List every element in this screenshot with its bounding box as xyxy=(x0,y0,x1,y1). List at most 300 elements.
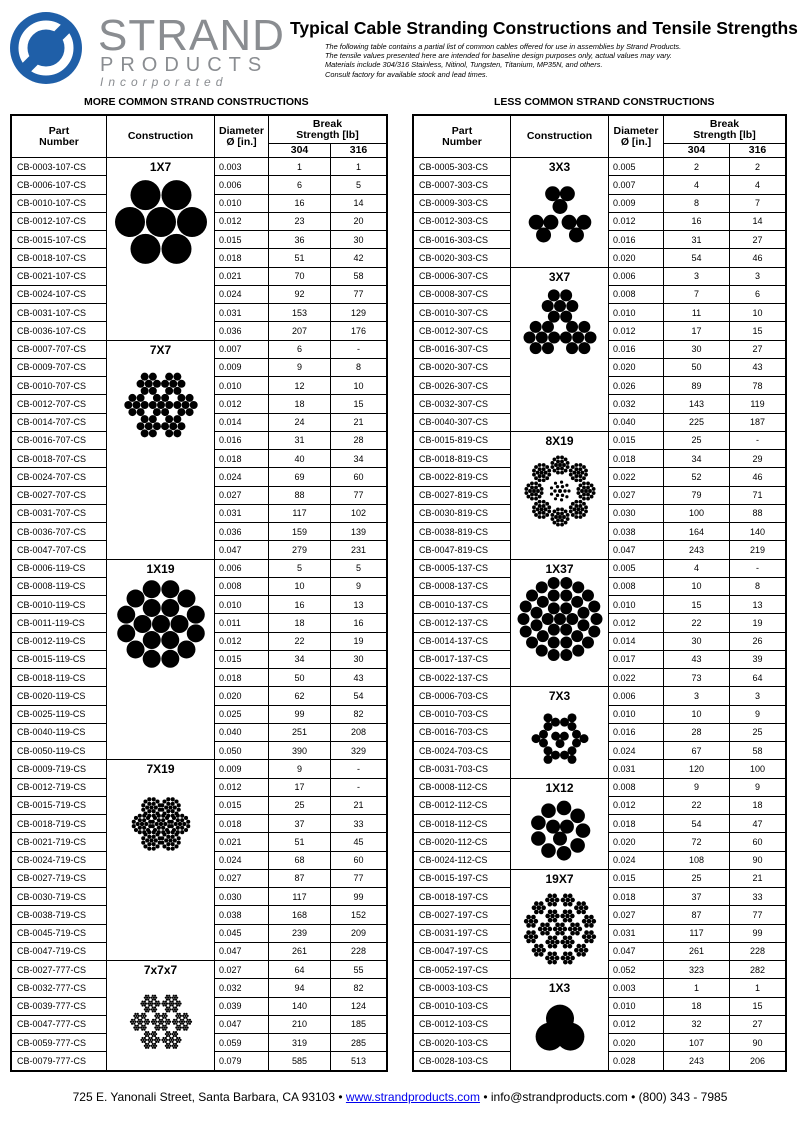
strength-304-value: 1 xyxy=(664,979,730,997)
strength-304-value: 153 xyxy=(269,304,331,322)
part-number: CB-0031-107-CS xyxy=(12,304,107,322)
table-row xyxy=(414,559,786,577)
diameter-value: 0.079 xyxy=(215,1052,269,1070)
strength-304-value: 9 xyxy=(269,760,331,778)
strength-304-value: 11 xyxy=(664,304,730,322)
part-number: CB-0047-719-CS xyxy=(12,942,107,960)
diameter-value: 0.012 xyxy=(609,322,664,340)
diameter-value: 0.011 xyxy=(215,614,269,632)
part-number: CB-0030-719-CS xyxy=(12,888,107,906)
strength-316-value: - xyxy=(331,340,387,358)
strength-304-value: 8 xyxy=(664,194,730,212)
strength-304-value: 16 xyxy=(664,212,730,230)
part-number: CB-0022-819-CS xyxy=(414,468,511,486)
strength-316-value: 19 xyxy=(331,632,387,650)
diameter-value: 0.005 xyxy=(609,559,664,577)
strength-304-value: 70 xyxy=(269,267,331,285)
diameter-value: 0.021 xyxy=(215,267,269,285)
part-number: CB-0005-303-CS xyxy=(414,158,511,176)
strength-316-value: 1 xyxy=(730,979,786,997)
table-row xyxy=(414,687,786,705)
diameter-value: 0.012 xyxy=(609,614,664,632)
part-number: CB-0010-707-CS xyxy=(12,377,107,395)
part-number: CB-0025-119-CS xyxy=(12,705,107,723)
part-number: CB-0021-719-CS xyxy=(12,833,107,851)
break-strength-header: Break Strength [lb] xyxy=(269,116,387,144)
diameter-value: 0.018 xyxy=(215,249,269,267)
strength-316-value: 25 xyxy=(730,723,786,741)
strength-316-value: 60 xyxy=(331,851,387,869)
grade-304-header: 304 xyxy=(269,144,331,158)
strength-316-value: 99 xyxy=(331,888,387,906)
diameter-value: 0.015 xyxy=(609,431,664,449)
diameter-value: 0.008 xyxy=(609,577,664,595)
diameter-value: 0.014 xyxy=(609,632,664,650)
diameter-value: 0.040 xyxy=(215,723,269,741)
part-number: CB-0010-703-CS xyxy=(414,705,511,723)
strength-304-value: 30 xyxy=(664,632,730,650)
strength-316-value: 8 xyxy=(730,577,786,595)
construction-label: 7X19 xyxy=(146,762,175,777)
part-number: CB-0017-137-CS xyxy=(414,650,511,668)
strength-304-value: 261 xyxy=(664,942,730,960)
strength-316-value: 9 xyxy=(331,577,387,595)
part-number: CB-0018-819-CS xyxy=(414,450,511,468)
strength-304-value: 10 xyxy=(664,705,730,723)
construction-cell xyxy=(107,340,215,559)
part-number: CB-0012-107-CS xyxy=(12,212,107,230)
strength-304-value: 12 xyxy=(269,377,331,395)
less-common-table xyxy=(412,114,787,1072)
diameter-value: 0.047 xyxy=(609,541,664,559)
strength-304-value: 92 xyxy=(269,285,331,303)
strength-304-value: 16 xyxy=(269,596,331,614)
construction-cell xyxy=(511,158,609,268)
strength-304-value: 37 xyxy=(269,815,331,833)
part-number: CB-0018-112-CS xyxy=(414,815,511,833)
diameter-value: 0.052 xyxy=(609,961,664,979)
diameter-value: 0.020 xyxy=(609,249,664,267)
diameter-value: 0.047 xyxy=(215,541,269,559)
strength-316-value: 99 xyxy=(730,924,786,942)
table-row xyxy=(12,158,387,176)
grade-304-header: 304 xyxy=(664,144,730,158)
strength-316-value: 513 xyxy=(331,1052,387,1070)
part-number: CB-0016-703-CS xyxy=(414,723,511,741)
footer-contact: • info@strandproducts.com • (800) 343 - 7985 xyxy=(483,1090,728,1104)
part-number: CB-0010-119-CS xyxy=(12,596,107,614)
part-number: CB-0024-719-CS xyxy=(12,851,107,869)
part-number: CB-0032-777-CS xyxy=(12,979,107,997)
construction-cell xyxy=(511,559,609,687)
intro-text: The following table contains a partial list of common cables offered for use in assemblies by Strand Products. The tensile values presented here are intended for baseline design purposes only, actual values may vary. Materials include 304/316 Stainless, Nitinol, Tungsten, Titanium, MP35N, and others. Consult factory for available stock and lead times. xyxy=(325,42,682,79)
strength-304-value: 50 xyxy=(269,669,331,687)
page-header xyxy=(0,0,800,92)
strength-304-value: 79 xyxy=(664,486,730,504)
diameter-value: 0.031 xyxy=(215,504,269,522)
strength-316-value: 228 xyxy=(331,942,387,960)
strength-316-value: 90 xyxy=(730,851,786,869)
strength-304-value: 120 xyxy=(664,760,730,778)
strength-304-value: 3 xyxy=(664,687,730,705)
strength-304-value: 62 xyxy=(269,687,331,705)
strength-304-value: 3 xyxy=(664,267,730,285)
website-link[interactable]: www.strandproducts.com xyxy=(345,1090,480,1104)
strength-304-value: 2 xyxy=(664,158,730,176)
strength-304-value: 89 xyxy=(664,377,730,395)
strength-316-value: 285 xyxy=(331,1034,387,1052)
part-number: CB-0031-703-CS xyxy=(414,760,511,778)
part-number: CB-0006-703-CS xyxy=(414,687,511,705)
diameter-value: 0.012 xyxy=(215,212,269,230)
diameter-value: 0.045 xyxy=(215,924,269,942)
part-number: CB-0052-197-CS xyxy=(414,961,511,979)
diameter-value: 0.027 xyxy=(609,906,664,924)
strength-304-value: 279 xyxy=(269,541,331,559)
diameter-value: 0.025 xyxy=(215,705,269,723)
table-row xyxy=(414,869,786,887)
strength-304-value: 32 xyxy=(664,1015,730,1033)
strength-316-value: 15 xyxy=(331,395,387,413)
strength-304-value: 5 xyxy=(269,559,331,577)
diameter-value: 0.009 xyxy=(215,358,269,376)
strength-316-value: 140 xyxy=(730,523,786,541)
diameter-value: 0.040 xyxy=(609,413,664,431)
diameter-value: 0.020 xyxy=(215,687,269,705)
part-number: CB-0031-197-CS xyxy=(414,924,511,942)
part-number: CB-0011-119-CS xyxy=(12,614,107,632)
strength-316-value: 77 xyxy=(331,486,387,504)
strength-304-value: 261 xyxy=(269,942,331,960)
strand-8x19-icon xyxy=(513,450,607,532)
part-number: CB-0007-303-CS xyxy=(414,176,511,194)
strength-304-value: 24 xyxy=(269,413,331,431)
strength-304-value: 4 xyxy=(664,559,730,577)
part-number: CB-0026-307-CS xyxy=(414,377,511,395)
part-number: CB-0027-707-CS xyxy=(12,486,107,504)
strength-304-value: 10 xyxy=(664,577,730,595)
diameter-header: Diameter Ø [in.] xyxy=(215,116,269,158)
strength-316-value: 64 xyxy=(730,669,786,687)
strength-304-value: 94 xyxy=(269,979,331,997)
svg-text:Incorporated: Incorporated xyxy=(100,75,228,89)
construction-label: 7x7x7 xyxy=(143,963,178,977)
strand-1x19-icon xyxy=(109,578,213,670)
strength-304-value: 243 xyxy=(664,1052,730,1070)
strength-304-value: 31 xyxy=(269,431,331,449)
strength-316-value: 102 xyxy=(331,504,387,522)
part-number: CB-0020-307-CS xyxy=(414,358,511,376)
strength-316-value: 55 xyxy=(331,961,387,979)
diameter-value: 0.018 xyxy=(609,815,664,833)
strength-304-value: 88 xyxy=(269,486,331,504)
strength-316-value: 5 xyxy=(331,559,387,577)
strength-316-value: 3 xyxy=(730,687,786,705)
strength-304-value: 23 xyxy=(269,212,331,230)
diameter-value: 0.006 xyxy=(215,559,269,577)
strength-316-value: 208 xyxy=(331,723,387,741)
strength-304-value: 239 xyxy=(269,924,331,942)
strength-316-value: 100 xyxy=(730,760,786,778)
strength-304-value: 9 xyxy=(664,778,730,796)
construction-label: 8X19 xyxy=(545,433,574,448)
construction-cell xyxy=(107,760,215,961)
diameter-value: 0.007 xyxy=(609,176,664,194)
diameter-value: 0.038 xyxy=(609,523,664,541)
footer-address: 725 E. Yanonali Street, Santa Barbara, CA 93103 • xyxy=(72,1090,343,1104)
strength-304-value: 1 xyxy=(269,158,331,176)
part-number-header: Part Number xyxy=(414,116,511,158)
strength-304-value: 18 xyxy=(269,614,331,632)
diameter-value: 0.047 xyxy=(215,1015,269,1033)
strand-1x37-icon xyxy=(513,578,607,660)
strength-316-value: 15 xyxy=(730,322,786,340)
strand-7x3-icon xyxy=(513,705,607,772)
part-number: CB-0010-107-CS xyxy=(12,194,107,212)
construction-label: 1X3 xyxy=(548,981,571,996)
diameter-value: 0.017 xyxy=(609,650,664,668)
strength-304-value: 22 xyxy=(664,614,730,632)
strength-316-value: 82 xyxy=(331,705,387,723)
strand-1x3-icon xyxy=(513,997,607,1064)
strength-304-value: 210 xyxy=(269,1015,331,1033)
part-number: CB-0031-707-CS xyxy=(12,504,107,522)
diameter-value: 0.014 xyxy=(215,413,269,431)
part-number: CB-0012-303-CS xyxy=(414,212,511,230)
strength-304-value: 100 xyxy=(664,504,730,522)
diameter-value: 0.027 xyxy=(609,486,664,504)
strength-316-value: 18 xyxy=(730,796,786,814)
diameter-value: 0.031 xyxy=(609,760,664,778)
diameter-value: 0.027 xyxy=(215,869,269,887)
strength-304-value: 22 xyxy=(664,796,730,814)
strength-304-value: 54 xyxy=(664,249,730,267)
part-number: CB-0047-197-CS xyxy=(414,942,511,960)
strength-304-value: 323 xyxy=(664,961,730,979)
strength-316-value: 58 xyxy=(331,267,387,285)
part-number: CB-0012-119-CS xyxy=(12,632,107,650)
part-number: CB-0006-119-CS xyxy=(12,559,107,577)
strength-316-value: 77 xyxy=(331,869,387,887)
part-number: CB-0020-103-CS xyxy=(414,1034,511,1052)
diameter-value: 0.012 xyxy=(215,778,269,796)
part-number: CB-0018-197-CS xyxy=(414,888,511,906)
table-row xyxy=(414,267,786,285)
diameter-value: 0.012 xyxy=(609,796,664,814)
construction-cell xyxy=(511,778,609,869)
part-number: CB-0022-137-CS xyxy=(414,669,511,687)
part-number: CB-0018-119-CS xyxy=(12,669,107,687)
diameter-value: 0.031 xyxy=(215,304,269,322)
part-number: CB-0010-103-CS xyxy=(414,997,511,1015)
diameter-value: 0.026 xyxy=(609,377,664,395)
strength-316-value: 27 xyxy=(730,231,786,249)
strength-316-value: 30 xyxy=(331,231,387,249)
strength-304-value: 15 xyxy=(664,596,730,614)
diameter-value: 0.008 xyxy=(215,577,269,595)
diameter-value: 0.024 xyxy=(215,285,269,303)
strength-316-value: 13 xyxy=(730,596,786,614)
part-number: CB-0018-707-CS xyxy=(12,450,107,468)
strength-316-value: 119 xyxy=(730,395,786,413)
strand-7x7x7-icon xyxy=(109,979,213,1065)
table-row xyxy=(414,158,786,176)
svg-text:STRAND: STRAND xyxy=(98,11,285,60)
strength-316-value: 6 xyxy=(730,285,786,303)
part-number: CB-0008-112-CS xyxy=(414,778,511,796)
strength-304-value: 25 xyxy=(664,431,730,449)
strength-316-value: 21 xyxy=(730,869,786,887)
diameter-value: 0.010 xyxy=(609,997,664,1015)
part-number: CB-0018-719-CS xyxy=(12,815,107,833)
strength-316-value: 77 xyxy=(730,906,786,924)
part-number: CB-0024-707-CS xyxy=(12,468,107,486)
part-number: CB-0032-307-CS xyxy=(414,395,511,413)
part-number: CB-0038-719-CS xyxy=(12,906,107,924)
strength-304-value: 87 xyxy=(664,906,730,924)
strength-304-value: 243 xyxy=(664,541,730,559)
diameter-value: 0.027 xyxy=(215,961,269,979)
diameter-value: 0.010 xyxy=(215,596,269,614)
diameter-value: 0.008 xyxy=(609,778,664,796)
part-number: CB-0010-137-CS xyxy=(414,596,511,614)
diameter-value: 0.007 xyxy=(215,340,269,358)
strength-304-value: 4 xyxy=(664,176,730,194)
strength-316-value: 8 xyxy=(331,358,387,376)
construction-label: 7X7 xyxy=(149,342,172,357)
strength-304-value: 37 xyxy=(664,888,730,906)
part-number: CB-0016-707-CS xyxy=(12,431,107,449)
diameter-value: 0.006 xyxy=(609,267,664,285)
strength-316-value: 20 xyxy=(331,212,387,230)
strength-304-value: 34 xyxy=(269,650,331,668)
diameter-value: 0.059 xyxy=(215,1034,269,1052)
diameter-value: 0.020 xyxy=(609,833,664,851)
strength-316-value: 39 xyxy=(730,650,786,668)
part-number: CB-0003-103-CS xyxy=(414,979,511,997)
strength-316-value: 152 xyxy=(331,906,387,924)
diameter-value: 0.018 xyxy=(215,450,269,468)
part-number: CB-0009-707-CS xyxy=(12,358,107,376)
part-number: CB-0079-777-CS xyxy=(12,1052,107,1070)
strength-316-value: 14 xyxy=(730,212,786,230)
strength-316-value: 27 xyxy=(730,340,786,358)
diameter-value: 0.038 xyxy=(215,906,269,924)
part-number: CB-0012-112-CS xyxy=(414,796,511,814)
part-number: CB-0047-777-CS xyxy=(12,1015,107,1033)
strength-316-value: 60 xyxy=(730,833,786,851)
diameter-value: 0.006 xyxy=(609,687,664,705)
strength-304-value: 52 xyxy=(664,468,730,486)
strength-316-value: 21 xyxy=(331,413,387,431)
strength-304-value: 25 xyxy=(269,796,331,814)
part-number: CB-0047-819-CS xyxy=(414,541,511,559)
right-section-title: LESS COMMON STRAND CONSTRUCTIONS xyxy=(494,96,715,108)
table-row xyxy=(12,961,387,979)
strength-304-value: 10 xyxy=(269,577,331,595)
strength-316-value: 14 xyxy=(331,194,387,212)
strength-316-value: 43 xyxy=(730,358,786,376)
diameter-value: 0.006 xyxy=(215,176,269,194)
part-number: CB-0039-777-CS xyxy=(12,997,107,1015)
strength-316-value: 46 xyxy=(730,468,786,486)
part-number: CB-0024-107-CS xyxy=(12,285,107,303)
strength-316-value: 88 xyxy=(730,504,786,522)
company-logo xyxy=(8,10,285,89)
svg-text:PRODUCTS: PRODUCTS xyxy=(100,54,269,76)
diameter-value: 0.009 xyxy=(609,194,664,212)
part-number: CB-0003-107-CS xyxy=(12,158,107,176)
page-title: Typical Cable Stranding Constructions and Tensile Strengths xyxy=(290,18,798,38)
diameter-value: 0.010 xyxy=(609,304,664,322)
strength-316-value: 42 xyxy=(331,249,387,267)
part-number: CB-0012-307-CS xyxy=(414,322,511,340)
part-number: CB-0009-719-CS xyxy=(12,760,107,778)
diameter-value: 0.015 xyxy=(215,231,269,249)
part-number: CB-0008-119-CS xyxy=(12,577,107,595)
strength-304-value: 50 xyxy=(664,358,730,376)
diameter-value: 0.005 xyxy=(609,158,664,176)
strand-1x7-icon xyxy=(109,176,213,268)
strength-316-value: 124 xyxy=(331,997,387,1015)
strength-304-value: 18 xyxy=(269,395,331,413)
diameter-value: 0.024 xyxy=(609,742,664,760)
strength-304-value: 34 xyxy=(664,450,730,468)
diameter-value: 0.015 xyxy=(215,796,269,814)
strength-304-value: 31 xyxy=(664,231,730,249)
part-number: CB-0015-107-CS xyxy=(12,231,107,249)
strength-316-value: 228 xyxy=(730,942,786,960)
strength-304-value: 17 xyxy=(269,778,331,796)
diameter-value: 0.022 xyxy=(609,468,664,486)
diameter-value: 0.012 xyxy=(609,212,664,230)
part-number: CB-0038-819-CS xyxy=(414,523,511,541)
diameter-value: 0.010 xyxy=(609,705,664,723)
diameter-value: 0.020 xyxy=(609,1034,664,1052)
part-number: CB-0012-103-CS xyxy=(414,1015,511,1033)
part-number: CB-0040-119-CS xyxy=(12,723,107,741)
diameter-value: 0.022 xyxy=(609,669,664,687)
strength-316-value: 10 xyxy=(730,304,786,322)
strength-316-value: 129 xyxy=(331,304,387,322)
diameter-value: 0.018 xyxy=(609,888,664,906)
construction-cell xyxy=(511,431,609,559)
strength-316-value: 1 xyxy=(331,158,387,176)
part-number: CB-0027-197-CS xyxy=(414,906,511,924)
diameter-value: 0.021 xyxy=(215,833,269,851)
strength-316-value: 28 xyxy=(331,431,387,449)
part-number: CB-0012-719-CS xyxy=(12,778,107,796)
strength-316-value: 47 xyxy=(730,815,786,833)
break-strength-header: Break Strength [lb] xyxy=(664,116,786,144)
strength-316-value: 10 xyxy=(331,377,387,395)
strength-316-value: 58 xyxy=(730,742,786,760)
part-number: CB-0024-112-CS xyxy=(414,851,511,869)
strength-316-value: 2 xyxy=(730,158,786,176)
strength-316-value: 54 xyxy=(331,687,387,705)
strength-316-value: 43 xyxy=(331,669,387,687)
part-number: CB-0015-119-CS xyxy=(12,650,107,668)
table-row xyxy=(414,431,786,449)
strength-304-value: 67 xyxy=(664,742,730,760)
strength-316-value: 187 xyxy=(730,413,786,431)
diameter-value: 0.024 xyxy=(609,851,664,869)
construction-label: 1X7 xyxy=(149,160,172,174)
part-number: CB-0009-303-CS xyxy=(414,194,511,212)
part-number: CB-0008-137-CS xyxy=(414,577,511,595)
strength-304-value: 64 xyxy=(269,961,331,979)
strength-316-value: 16 xyxy=(331,614,387,632)
